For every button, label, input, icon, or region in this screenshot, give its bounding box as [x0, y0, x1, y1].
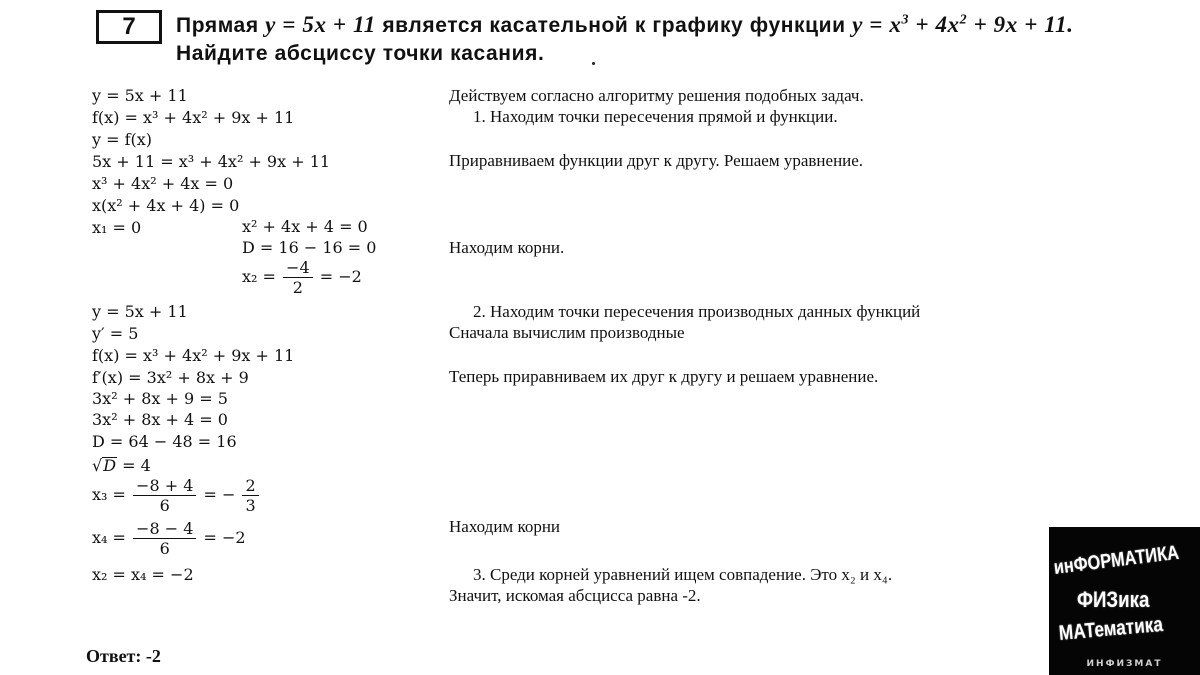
explanation-text: Теперь приравниваем их друг к другу и решаем уравнение. — [449, 367, 879, 386]
explanation-text: Сначала вычислим производные — [449, 323, 685, 342]
answer: Ответ: -2 — [86, 646, 161, 666]
explanation-text: Приравниваем функции друг к другу. Решаем уравнение. — [449, 151, 864, 170]
math-fraction-line: x₂ = $\frac{-4}{2}$ = −2 — [242, 258, 362, 297]
math-line: y′ = 5 — [92, 324, 139, 343]
explanation-text: Находим корни. — [449, 238, 565, 257]
math-fraction-line: x₄ = $\frac{-8 - 4}{6}$ = −2 — [92, 519, 246, 558]
math-line: 3x² + 8x + 9 = 5 — [92, 389, 228, 408]
explanation-step: 3. Среди корней уравнений ищем совпадение. Это x₂ и x₄. — [473, 565, 893, 584]
fraction: $\frac{2}{3}$ — [242, 476, 258, 515]
problem-statement — [176, 11, 1156, 68]
fraction: $\frac{-8 - 4}{6}$ — [133, 519, 196, 558]
fraction: $\frac{-8 + 4}{6}$ — [133, 476, 196, 515]
math-line: x³ + 4x² + 4x = 0 — [92, 174, 234, 193]
math-line: f(x) = x³ + 4x² + 9x + 11 — [92, 108, 295, 127]
explanation-text: Находим корни — [449, 517, 561, 536]
logo-line-matematika: МАТематика — [1057, 612, 1164, 645]
problem-line-1: Прямая y = 5x + 11 является касательной к графику функции $y = x^3 + 4x^2 + 9x + 11$. — [176, 12, 1074, 37]
math-line: y = 5x + 11 — [92, 302, 188, 321]
line-equation: y = 5x + 11 — [265, 12, 376, 37]
problem-number-box — [96, 10, 162, 44]
math-line: x₁ = 0 — [92, 218, 142, 237]
logo-line-fizika: ФИЗика — [1077, 587, 1150, 612]
math-line: f(x) = x³ + 4x² + 9x + 11 — [92, 346, 295, 365]
infizmat-logo — [1049, 527, 1200, 675]
math-fraction-line: x₃ = $\frac{-8 + 4}{6}$ = − $\frac{2}{3}$ — [92, 476, 261, 515]
explanation-step: 2. Находим точки пересечения производных данных функций — [473, 302, 921, 321]
math-sqrt-line: √D = 4 — [92, 456, 151, 475]
math-line: x² + 4x + 4 = 0 — [242, 217, 368, 236]
stray-dot — [592, 62, 595, 65]
math-line: x₂ = x₄ = −2 — [92, 565, 194, 584]
explanation-step: 1. Находим точки пересечения прямой и функции. — [473, 107, 838, 126]
math-line: 3x² + 8x + 4 = 0 — [92, 410, 228, 429]
math-line: f′(x) = 3x² + 8x + 9 — [92, 368, 249, 387]
explanation-text: Действуем согласно алгоритму решения подобных задач. — [449, 86, 864, 105]
problem-number: 7 — [122, 13, 136, 40]
math-line: D = 16 − 16 = 0 — [242, 238, 377, 257]
math-line: y = f(x) — [92, 130, 153, 149]
fraction: $\frac{-4}{2}$ — [283, 258, 313, 297]
math-line: 5x + 11 = x³ + 4x² + 9x + 11 — [92, 152, 331, 171]
function-equation: $y = x^3 + 4x^2 + 9x + 11$. — [852, 12, 1074, 37]
math-line: x(x² + 4x + 4) = 0 — [92, 196, 240, 215]
math-line: D = 64 − 48 = 16 — [92, 432, 237, 451]
logo-line-informatika: инФОРМАТИКА — [1052, 541, 1181, 579]
math-line: y = 5x + 11 — [92, 86, 188, 105]
logo-caption: ИНФИЗМАТ — [1086, 659, 1163, 669]
explanation-text: Значит, искомая абсцисса равна -2. — [449, 586, 701, 605]
sqrt-radicand: D — [103, 456, 117, 475]
problem-line-2: Найдите абсциссу точки касания. — [176, 42, 545, 65]
